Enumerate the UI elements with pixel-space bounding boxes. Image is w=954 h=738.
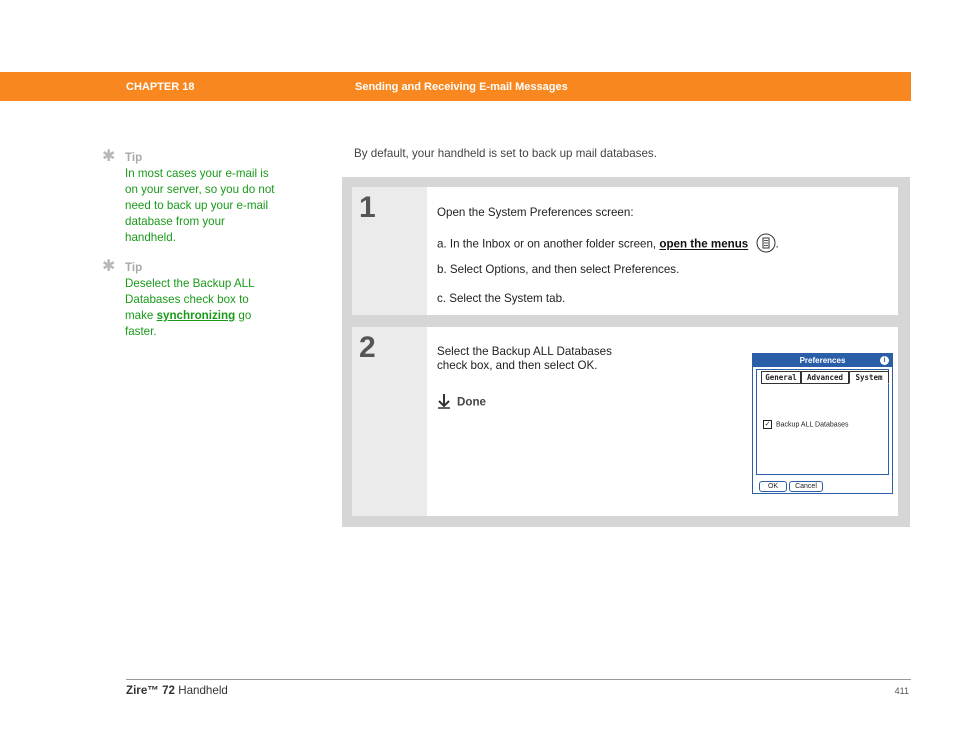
- checkbox-label: Backup ALL Databases: [776, 421, 849, 429]
- tip-star-icon: ✱: [102, 148, 116, 165]
- tip-label: Tip: [125, 261, 143, 274]
- substep-a-suffix: .: [775, 237, 779, 251]
- checkbox-checked-icon: ✓: [764, 421, 771, 428]
- step-1: [352, 187, 898, 315]
- tab-system: System: [849, 371, 889, 384]
- step-substep-b: b. Select Options, and then select Preferences.: [437, 263, 680, 276]
- tip-body-text: Deselect the Backup ALL Databases check box to make: [125, 277, 255, 322]
- tip-body-text-end: go faster.: [125, 309, 252, 338]
- backup-checkbox-row: [763, 420, 849, 429]
- footer-product-name: Zire™ 72: [126, 684, 175, 697]
- step-number-column: [352, 327, 427, 516]
- preferences-screenshot: [752, 353, 893, 494]
- tip-label: Tip: [125, 151, 143, 164]
- tip-1: [102, 150, 277, 246]
- chapter-title: Sending and Receiving E-mail Messages: [355, 81, 568, 93]
- palm-title: Preferences: [799, 356, 846, 365]
- footer-divider: [126, 679, 911, 680]
- tab-general: General: [761, 371, 801, 384]
- substep-a-text: a. In the Inbox or on another folder screen,: [437, 237, 660, 251]
- done-label: Done: [457, 395, 486, 409]
- steps-box: [342, 177, 910, 527]
- synchronizing-link[interactable]: synchronizing: [156, 309, 236, 322]
- step-number: 1: [359, 191, 376, 224]
- chapter-label: CHAPTER 18: [126, 81, 195, 93]
- palm-cancel-button: Cancel: [789, 481, 823, 492]
- step-2: [352, 327, 898, 516]
- step-number-column: [352, 187, 427, 315]
- palm-title-bar: [753, 354, 892, 367]
- step-heading: Open the System Preferences screen:: [437, 206, 634, 219]
- done-arrow-icon: [437, 393, 451, 412]
- tip-2: [102, 260, 277, 340]
- tip-star-icon: ✱: [102, 258, 116, 275]
- footer-product-suffix: Handheld: [174, 684, 228, 697]
- step-instruction-line-2: check box, and then select OK.: [437, 359, 598, 372]
- menu-icon: [756, 233, 776, 256]
- chapter-header-bar: [0, 72, 911, 101]
- step-number: 2: [359, 331, 376, 364]
- step-substep-c: c. Select the System tab.: [437, 292, 566, 305]
- palm-ok-button: OK: [759, 481, 787, 492]
- footer-product: [126, 684, 228, 697]
- page-number: 411: [894, 686, 909, 696]
- info-icon: i: [880, 356, 889, 365]
- tab-advanced: Advanced: [801, 371, 849, 384]
- intro-text: By default, your handheld is set to back up mail databases.: [354, 147, 657, 160]
- done-marker: [437, 393, 486, 412]
- step-substep-a: [437, 233, 779, 256]
- tip-body: In most cases your e-mail is on your server, so you do not need to back up your e-mail database from your handheld.: [125, 167, 275, 244]
- tip-body: [125, 276, 275, 340]
- step-instruction-line-1: Select the Backup ALL Databases: [437, 345, 612, 358]
- open-the-menus-link[interactable]: open the menus: [659, 237, 749, 251]
